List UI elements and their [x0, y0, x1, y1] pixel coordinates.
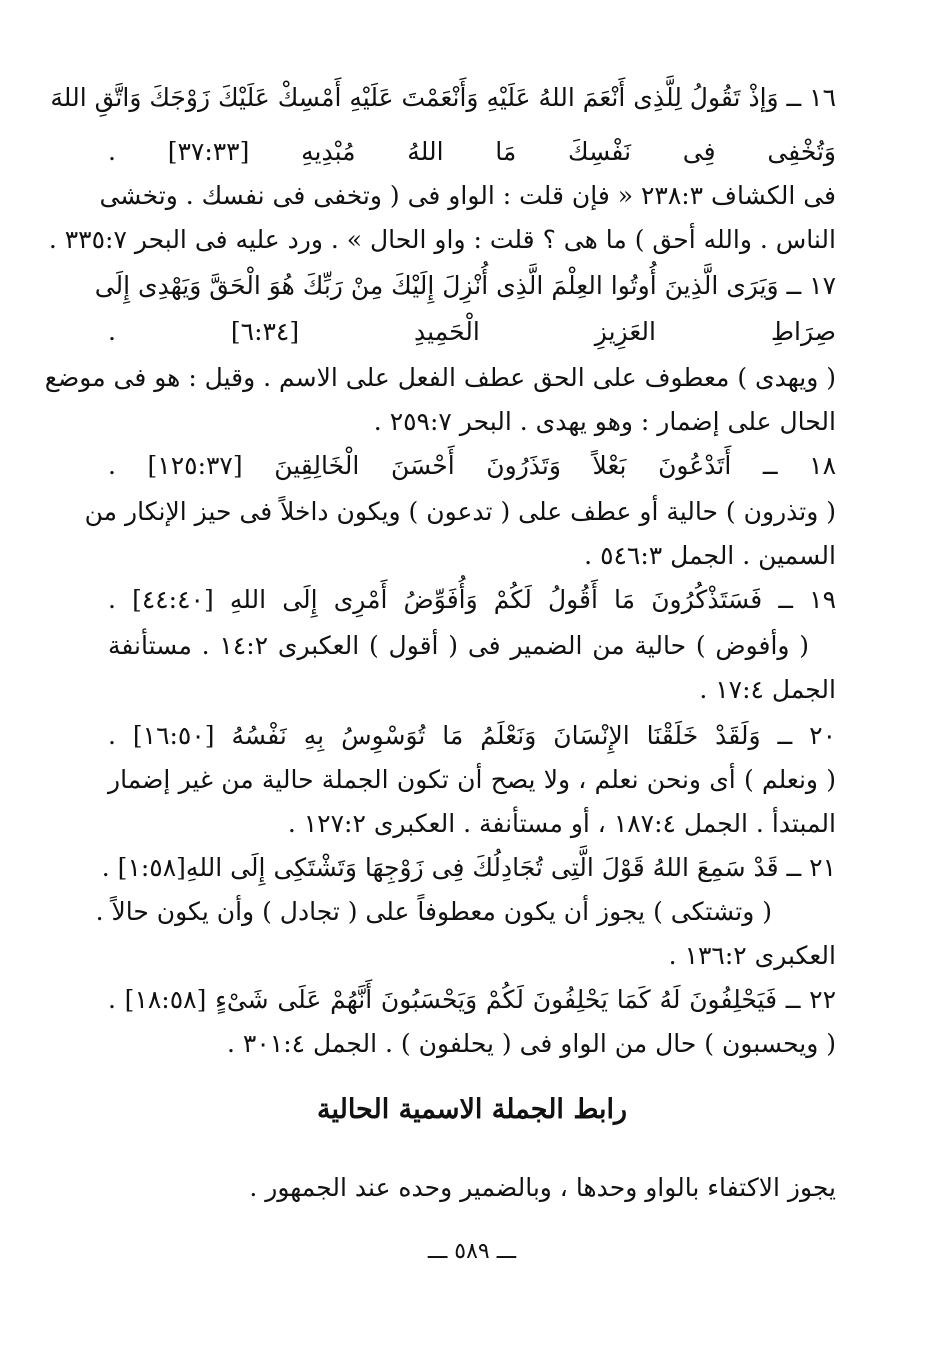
section-heading: رابط الجملة الاسمية الحالية	[316, 1094, 628, 1125]
commentary-22: ( ويحسبون ) حال من الواو فى ( يحلفون ) . الجمل ٣٠١:٤ .	[227, 1029, 836, 1058]
commentary-20-line-1: ( ونعلم ) أى ونحن نعلم ، ولا يصح أن تكون الجملة حالية من غير إضمار	[108, 765, 836, 794]
verse-16-line-2: وَتُخْفِى فِى نَفْسِكَ مَا اللهُ مُبْدِيهِ [٣٧:٣٣] .	[108, 137, 836, 166]
commentary-17-line-1: ( ويهدى ) معطوف على الحق عطف الفعل على الاسم . وقيل : هو فى موضع	[44, 363, 836, 392]
commentary-16-line-1: فى الكشاف ٢٣٨:٣ « فإن قلت : الواو فى ( وتخفى فى نفسك . وتخشى	[99, 181, 836, 210]
verse-17-line-1: ١٧ ــ وَيَرَى الَّذِينَ أُوتُوا العِلْمَ الَّذِى أُنْزِلَ إِلَيْكَ مِنْ رَبِّكَ هُوَ الْحَقَّ وَيَهْدِى إِلَى	[94, 271, 836, 300]
section-paragraph: يجوز الاكتفاء بالواو وحدها ، وبالضمير وحده عند الجمهور .	[249, 1173, 836, 1202]
commentary-16-line-2: الناس . والله أحق ) ما هى ؟ قلت : واو الحال » . ورد عليه فى البحر ٣٣٥:٧ .	[48, 225, 836, 254]
commentary-17-line-2: الحال على إضمار : وهو يهدى . البحر ٢٥٩:٧ .	[373, 407, 836, 436]
commentary-21-line-2: العكبرى ١٣٦:٢ .	[668, 941, 836, 970]
verse-21: ٢١ ــ قَدْ سَمِعَ اللهُ قَوْلَ الَّتِى تُجَادِلُكَ فِى زَوْجِهَا وَتَشْتَكِى إِلَى اللهِ[١:٥٨] .	[101, 853, 836, 882]
commentary-19-line-2: الجمل ١٧:٤ .	[699, 675, 836, 704]
verse-22: ٢٢ ــ فَيَحْلِفُونَ لَهُ كَمَا يَحْلِفُونَ لَكُمْ وَيَحْسَبُونَ أَنَّهُمْ عَلَى شَىْءٍ [١٨:٥٨] .	[108, 985, 836, 1014]
commentary-18-line-2: السمين . الجمل ٥٤٦:٣ .	[584, 541, 836, 570]
verse-20: ٢٠ ــ وَلَقَدْ خَلَقْنَا الإِنْسَانَ وَنَعْلَمُ مَا تُوَسْوِسُ بِهِ نَفْسُهُ [١٦:٥٠] .	[108, 721, 836, 750]
verse-18: ١٨ ــ أَتَدْعُونَ بَعْلاً وَتَذَرُونَ أَحْسَنَ الْخَالِقِينَ [١٢٥:٣٧] .	[108, 451, 836, 480]
commentary-18-line-1: ( وتذرون ) حالية أو عطف على ( تدعون ) ويكون داخلاً فى حيز الإنكار من	[84, 497, 836, 526]
verse-16-line-1: ١٦ ــ وَإذْ تَقُولُ لِلَّذِى أَنْعَمَ اللهُ عَلَيْهِ وَأَنْعَمْتَ عَلَيْهِ أَمْسِكْ عَلَيْكَ زَوْجَكَ وَاتَّقِ اللهَ	[50, 83, 836, 112]
commentary-19-line-1: ( وأفوض ) حالية من الضمير فى ( أقول ) العكبرى ١٤:٢ . مستأنفة	[108, 631, 809, 660]
verse-17-line-2: صِرَاطِ العَزِيزِ الْحَمِيدِ [٦:٣٤] .	[108, 317, 836, 346]
commentary-21-line-1: ( وتشتكى ) يجوز أن يكون معطوفاً على ( تجادل ) وأن يكون حالاً .	[95, 897, 772, 926]
commentary-20-line-2: المبتدأ . الجمل ١٨٧:٤ ، أو مستأنفة . العكبرى ١٢٧:٢ .	[287, 809, 836, 838]
verse-19: ١٩ ــ فَسَتَذْكُرُونَ مَا أَقُولُ لَكُمْ وَأُفَوِّضُ أَمْرِى إِلَى اللهِ [٤٤:٤٠] .	[108, 585, 836, 614]
page-number: ـــ ٥٨٩ ـــ	[427, 1239, 517, 1264]
